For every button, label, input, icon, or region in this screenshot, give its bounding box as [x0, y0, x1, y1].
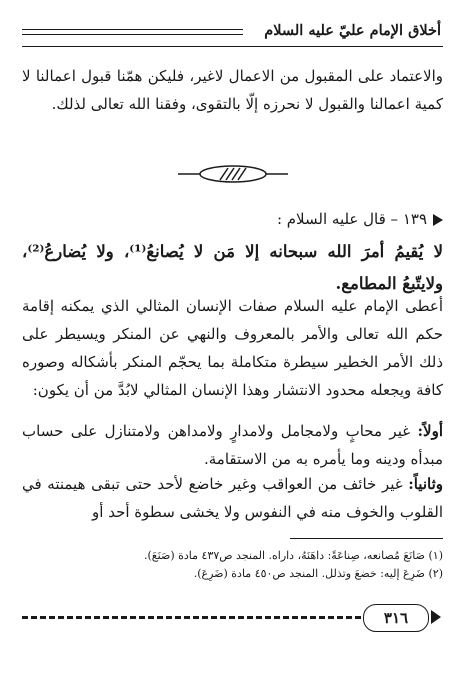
arrow-tip-icon	[431, 610, 441, 624]
first-point-text: غير محابٍ ولامجامل ولامدارٍ ولامداهن ولامتنازل على حساب مبدأه ودينه وما يأمره به من الاستقامة.	[22, 422, 443, 468]
footnote-1: (١) صَانَعَ مُصانعه، صِناعَةً: داهَنَهُ، داراه. المنجد ص٤٣٧ مادة (صَنَعَ).	[144, 549, 443, 562]
running-header	[22, 20, 443, 46]
first-point-lead: أولاً:	[417, 422, 443, 440]
footnote-2: (٢) ضَرِعَ إليه: خضعَ وتذلل. المنجد ص٤٥٠ مادة (ضَرِعَ).	[193, 567, 443, 580]
second-point-lead: وثانياً:	[408, 475, 443, 493]
header-underline	[22, 46, 443, 47]
footer-dashed-rule	[22, 616, 361, 619]
paragraph-commentary: أعطى الإمام عليه السلام صفات الإنسان المثالي الذي يمكنه إقامة حكم الله تعالى والأمر بالمعروف والنهي عن المنكر ويسيطر على ذلك الأمر الخطير سيطرة متكاملة بما يحجّم المنكر بأشكاله وصوره كافة ويجعله محدود الانتشار وهذا الإنسان المثالي لابُدَّ من أن يكون:	[22, 297, 443, 399]
paragraph-second-point	[22, 470, 443, 526]
header-double-rule-bottom	[22, 34, 243, 35]
footnote-separator	[290, 538, 443, 539]
paragraph-intro: والاعتماد على المقبول من الاعمال لاغير، فليكن همّنا قبول اعمالنا لا كمية اعمالنا والقبول لا نحرزه إلّا بالتقوى، وفقنا الله تعالى لذلك.	[22, 67, 443, 113]
hadith-heading-text: ١٣٩ – قال عليه السلام :	[276, 210, 427, 228]
hadith-heading	[277, 210, 443, 228]
hadith-quote: لا يُقيمُ أمرَ الله سبحانه إلا مَن لا يُصانعُ⁽¹⁾، ولا يُضارعُ⁽²⁾، ولايتّبعُ المطامع.	[22, 242, 444, 293]
second-point-text: غير خائف من العواقب وغير خاضع لأحد حتى تبقى هيمنته في القلوب والخوف منه في النفوس ولا يخشى سطوة أحد أو	[22, 475, 443, 521]
header-double-rule-top	[22, 29, 243, 30]
header-title: أخلاق الإمام عليّ عليه السلام	[264, 22, 441, 39]
pointer-triangle-icon	[433, 214, 443, 226]
paragraph-first-point	[22, 417, 443, 473]
page-footer	[22, 604, 443, 630]
section-divider-ornament-icon	[178, 163, 288, 185]
page-number: ٣١٦	[363, 604, 429, 632]
